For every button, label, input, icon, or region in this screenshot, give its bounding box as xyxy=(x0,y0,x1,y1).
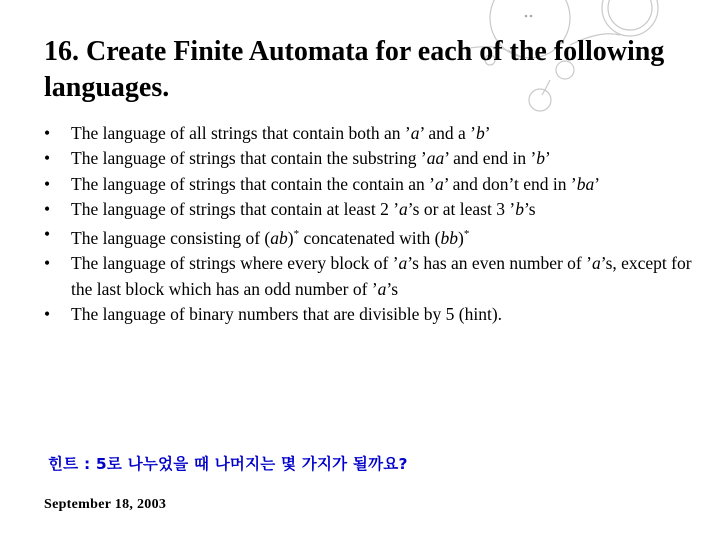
language-item xyxy=(44,222,694,251)
language-item xyxy=(44,121,694,146)
item-text-segment: ’ and a ’ xyxy=(419,123,476,143)
bullet-icon: • xyxy=(44,303,51,324)
language-item xyxy=(44,251,694,302)
item-text-segment: a xyxy=(591,253,601,274)
item-text-segment: The language of strings that contain at least 2 ’ xyxy=(71,198,400,219)
item-text-segment: ab xyxy=(270,228,288,249)
item-text-segment: a xyxy=(399,198,408,219)
item-text-segment: ’ xyxy=(594,173,601,194)
item-text-segment: ’s, except for the last block which has an odd number of ’ xyxy=(71,253,692,299)
slide-date: September 18, 2003 xyxy=(44,497,167,512)
item-text-segment: ) xyxy=(458,228,464,249)
item-text-segment: * xyxy=(463,228,470,241)
item-text-segment: a xyxy=(377,278,387,299)
item-text-segment: a xyxy=(398,253,408,274)
bullet-icon: • xyxy=(44,253,51,274)
item-text-segment: The language of binary numbers that are divisible by 5 (hint). xyxy=(71,303,503,324)
bullet-icon: • xyxy=(44,224,51,245)
item-text-segment: The language of all strings that contain both an ’ xyxy=(71,123,411,143)
item-text-segment: ’s or at least 3 ’ xyxy=(407,198,516,219)
item-text-segment: b xyxy=(475,123,485,143)
bullet-icon: • xyxy=(44,148,51,169)
language-item xyxy=(44,146,694,171)
item-text-segment: a xyxy=(410,123,420,143)
item-text-segment: ’s xyxy=(523,198,536,219)
language-item xyxy=(44,197,694,222)
item-text-segment: ’ xyxy=(545,148,551,169)
item-text-segment: ’s xyxy=(386,278,399,299)
item-text-segment: ’ and end in ’ xyxy=(444,148,537,169)
bullet-icon: • xyxy=(44,198,51,219)
item-text-segment: * xyxy=(293,228,300,241)
item-text-segment: ’ and don’t end in ’ xyxy=(443,173,577,194)
item-text-segment: aa xyxy=(426,148,445,169)
item-text-segment: b xyxy=(515,198,524,219)
item-text-segment: The language of strings where every block of ’ xyxy=(71,253,399,274)
item-text-segment: The language of strings that contain the contain an ’ xyxy=(71,173,435,194)
item-text-segment: bb xyxy=(440,228,458,249)
accept-state-inner-icon xyxy=(608,0,652,30)
item-text-segment: a xyxy=(434,173,444,194)
item-text-segment: The language of strings that contain the substring ’ xyxy=(71,148,427,169)
item-text-segment: ba xyxy=(576,173,595,194)
language-list xyxy=(44,121,694,327)
language-item xyxy=(44,172,694,197)
item-text-segment: ’s has an even number of ’ xyxy=(407,253,592,274)
item-text-segment: ’ xyxy=(484,123,491,143)
bullet-icon: • xyxy=(44,123,51,143)
item-text-segment: concatenated with ( xyxy=(299,228,441,249)
bullet-icon: • xyxy=(44,173,51,194)
item-text-segment: ) xyxy=(287,228,294,249)
slide-title: 16. Create Finite Automata for each of the following languages. xyxy=(44,36,665,103)
item-text-segment: The language consisting of ( xyxy=(71,228,271,249)
item-text-segment: b xyxy=(536,148,546,169)
hint-text: 힌트 : 5로 나누었을 때 나머지는 몇 가지가 될까요? xyxy=(48,455,408,473)
state-circle-icon xyxy=(602,0,658,36)
language-item xyxy=(44,302,694,327)
